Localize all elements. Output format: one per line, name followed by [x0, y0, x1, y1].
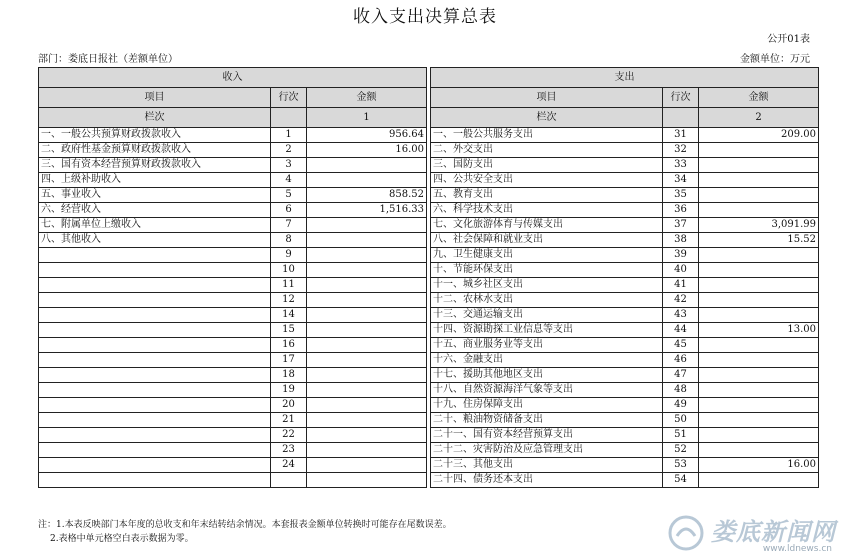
- income-amount: [307, 458, 427, 473]
- expense-line-no: 45: [663, 338, 699, 353]
- table-row: [39, 293, 819, 308]
- table-row: [39, 398, 819, 413]
- ldnews-logo-icon: [667, 514, 705, 552]
- expense-line-no: 32: [663, 143, 699, 158]
- income-line-no: 4: [271, 173, 307, 188]
- income-line-no: 24: [271, 458, 307, 473]
- income-amount: [307, 233, 427, 248]
- expense-item: 十七、援助其他地区支出: [431, 368, 663, 383]
- expense-amount: 13.00: [699, 323, 819, 338]
- site-watermark: [667, 510, 842, 554]
- table-row: [39, 278, 819, 293]
- income-amount: [307, 413, 427, 428]
- report-title: 收入支出决算总表: [353, 7, 497, 27]
- expense-line-no: 31: [663, 128, 699, 143]
- table-row: [39, 473, 819, 488]
- expense-amount: [699, 293, 819, 308]
- table-row: [39, 248, 819, 263]
- column-header-row: [39, 88, 819, 108]
- income-item: [39, 398, 271, 413]
- income-item: [39, 443, 271, 458]
- income-line-no: 14: [271, 308, 307, 323]
- income-col-label: 栏次: [39, 108, 271, 128]
- table-row: [39, 233, 819, 248]
- income-line-no: 7: [271, 218, 307, 233]
- watermark-text: 娄底新闻网: [711, 518, 836, 546]
- expense-amount: [699, 428, 819, 443]
- expense-col-label: 栏次: [431, 108, 663, 128]
- income-item: 二、政府性基金预算财政拨款收入: [39, 143, 271, 158]
- income-amount: [307, 383, 427, 398]
- income-line-no: 12: [271, 293, 307, 308]
- income-line-no: 8: [271, 233, 307, 248]
- form-number: 公开01表: [767, 34, 810, 45]
- income-item: [39, 278, 271, 293]
- income-amount: [307, 248, 427, 263]
- income-line-no: 1: [271, 128, 307, 143]
- expense-item: 十九、住房保障支出: [431, 398, 663, 413]
- expense-line-no: 53: [663, 458, 699, 473]
- income-item: [39, 413, 271, 428]
- income-line-no: 11: [271, 278, 307, 293]
- income-item: 一、一般公共预算财政拨款收入: [39, 128, 271, 143]
- income-line-no: 17: [271, 353, 307, 368]
- income-item: 七、附属单位上缴收入: [39, 218, 271, 233]
- expense-amount: [699, 443, 819, 458]
- expense-line-no: 49: [663, 398, 699, 413]
- expense-item: 十八、自然资源海洋气象等支出: [431, 383, 663, 398]
- income-item: 三、国有资本经营预算财政拨款收入: [39, 158, 271, 173]
- expense-amount: [699, 368, 819, 383]
- income-line-no: [271, 473, 307, 488]
- table-row: [39, 368, 819, 383]
- income-line-no: 3: [271, 158, 307, 173]
- expense-line-no: 33: [663, 158, 699, 173]
- income-amount: [307, 218, 427, 233]
- expense-line-no: 46: [663, 353, 699, 368]
- expense-line-no: 42: [663, 293, 699, 308]
- expense-amount: [699, 353, 819, 368]
- table-row: [39, 173, 819, 188]
- income-amount: [307, 353, 427, 368]
- income-amount: [307, 428, 427, 443]
- expense-item: 七、文化旅游体育与传媒支出: [431, 218, 663, 233]
- income-expense-table: [38, 67, 819, 488]
- table-row: [39, 188, 819, 203]
- income-item: [39, 308, 271, 323]
- expense-item: 十二、农林水支出: [431, 293, 663, 308]
- expense-line-no: 40: [663, 263, 699, 278]
- income-amount: [307, 173, 427, 188]
- footnote-2: 2.表格中单元格空白表示数据为零。: [50, 534, 194, 544]
- income-line-no: 9: [271, 248, 307, 263]
- expense-line-no: 44: [663, 323, 699, 338]
- income-amount: [307, 308, 427, 323]
- table-row: [39, 338, 819, 353]
- income-line-header: 行次: [271, 88, 307, 108]
- footnote-1: 注：1.本表反映部门本年度的总收支和年末结转结余情况。本套报表金额单位转换时可能存在尾数误差。: [38, 520, 452, 530]
- income-item: [39, 293, 271, 308]
- income-item: [39, 353, 271, 368]
- table-row: [39, 458, 819, 473]
- income-amount: [307, 398, 427, 413]
- expense-line-no: 35: [663, 188, 699, 203]
- expense-line-no: 36: [663, 203, 699, 218]
- income-item-header: 项目: [39, 88, 271, 108]
- expense-line-no: 51: [663, 428, 699, 443]
- expense-line-no: 41: [663, 278, 699, 293]
- income-amount: [307, 338, 427, 353]
- income-amount: [307, 263, 427, 278]
- footnotes: [38, 518, 452, 546]
- expense-amount: [699, 383, 819, 398]
- income-amount: [307, 368, 427, 383]
- expense-item: 二十、粮油物资储备支出: [431, 413, 663, 428]
- income-col-index: 1: [307, 108, 427, 128]
- income-line-no: 16: [271, 338, 307, 353]
- income-amount: 16.00: [307, 143, 427, 158]
- expense-amount: 3,091.99: [699, 218, 819, 233]
- table-row: [39, 413, 819, 428]
- table-row: [39, 443, 819, 458]
- expense-item: 二、外交支出: [431, 143, 663, 158]
- expense-item: 九、卫生健康支出: [431, 248, 663, 263]
- table-row: [39, 143, 819, 158]
- expense-amount-header: 金额: [699, 88, 819, 108]
- expense-item: 十五、商业服务业等支出: [431, 338, 663, 353]
- column-index-row: [39, 108, 819, 128]
- income-line-no: 15: [271, 323, 307, 338]
- expense-item: 十三、交通运输支出: [431, 308, 663, 323]
- income-line-no: 2: [271, 143, 307, 158]
- expense-col-index: 2: [699, 108, 819, 128]
- expense-item: 五、教育支出: [431, 188, 663, 203]
- income-item: [39, 458, 271, 473]
- expense-item: 四、公共安全支出: [431, 173, 663, 188]
- table-row: [39, 158, 819, 173]
- expense-amount: 15.52: [699, 233, 819, 248]
- watermark-url: www.ldnews.cn: [762, 544, 832, 554]
- table-row: [39, 428, 819, 443]
- income-line-no: 19: [271, 383, 307, 398]
- income-amount: 956.64: [307, 128, 427, 143]
- expense-amount: [699, 203, 819, 218]
- income-amount: [307, 158, 427, 173]
- expense-amount: [699, 308, 819, 323]
- expense-line-no: 47: [663, 368, 699, 383]
- table-row: [39, 323, 819, 338]
- income-amount: [307, 293, 427, 308]
- income-item: [39, 428, 271, 443]
- income-amount: [307, 278, 427, 293]
- income-amount: 858.52: [307, 188, 427, 203]
- table-row: [39, 218, 819, 233]
- expense-line-no: 50: [663, 413, 699, 428]
- expense-line-no: 48: [663, 383, 699, 398]
- table-row: [39, 308, 819, 323]
- expense-amount: [699, 188, 819, 203]
- expense-item-header: 项目: [431, 88, 663, 108]
- section-header-row: [39, 68, 819, 88]
- expense-item: 二十二、灾害防治及应急管理支出: [431, 443, 663, 458]
- expense-amount: [699, 398, 819, 413]
- expense-line-no: 37: [663, 218, 699, 233]
- income-line-no: 18: [271, 368, 307, 383]
- expense-amount: [699, 413, 819, 428]
- table-row: [39, 128, 819, 143]
- income-line-no: 20: [271, 398, 307, 413]
- income-amount: [307, 323, 427, 338]
- expense-item: 一、一般公共服务支出: [431, 128, 663, 143]
- expense-item: 八、社会保障和就业支出: [431, 233, 663, 248]
- income-item: 八、其他收入: [39, 233, 271, 248]
- amount-unit-label: 金额单位：万元: [740, 54, 810, 65]
- income-item: [39, 323, 271, 338]
- expense-item: 二十四、债务还本支出: [431, 473, 663, 488]
- expense-line-no: 38: [663, 233, 699, 248]
- expense-item: 三、国防支出: [431, 158, 663, 173]
- income-amount: [307, 473, 427, 488]
- income-line-no: 5: [271, 188, 307, 203]
- expense-item: 十四、资源勘探工业信息等支出: [431, 323, 663, 338]
- income-line-no: 21: [271, 413, 307, 428]
- expense-amount: [699, 278, 819, 293]
- table-row: [39, 263, 819, 278]
- expense-item: 二十三、其他支出: [431, 458, 663, 473]
- income-item: [39, 248, 271, 263]
- department-label: 部门：娄底日报社（差额单位）: [38, 54, 178, 65]
- expense-amount: [699, 173, 819, 188]
- income-item: [39, 473, 271, 488]
- income-item: [39, 338, 271, 353]
- income-line-no: 10: [271, 263, 307, 278]
- income-item: 六、经营收入: [39, 203, 271, 218]
- expense-amount: [699, 158, 819, 173]
- income-item: [39, 263, 271, 278]
- income-line-no: 23: [271, 443, 307, 458]
- income-line-no: 22: [271, 428, 307, 443]
- expense-line-no: 54: [663, 473, 699, 488]
- expense-line-header: 行次: [663, 88, 699, 108]
- expense-item: 十、节能环保支出: [431, 263, 663, 278]
- table-row: [39, 353, 819, 368]
- income-amount: [307, 443, 427, 458]
- expense-amount: [699, 263, 819, 278]
- income-item: [39, 383, 271, 398]
- expense-item: 六、科学技术支出: [431, 203, 663, 218]
- income-item: 四、上级补助收入: [39, 173, 271, 188]
- income-item: 五、事业收入: [39, 188, 271, 203]
- expense-line-no: 52: [663, 443, 699, 458]
- income-amount: 1,516.33: [307, 203, 427, 218]
- expense-amount: [699, 248, 819, 263]
- income-item: [39, 368, 271, 383]
- expense-line-no: 39: [663, 248, 699, 263]
- expense-line-no: 34: [663, 173, 699, 188]
- expense-amount: [699, 143, 819, 158]
- expense-amount: [699, 338, 819, 353]
- income-line-no: 6: [271, 203, 307, 218]
- income-section-header: 收入: [39, 68, 427, 88]
- table-row: [39, 203, 819, 218]
- expense-line-no: 43: [663, 308, 699, 323]
- expense-amount: [699, 473, 819, 488]
- expense-item: 十六、金融支出: [431, 353, 663, 368]
- income-amount-header: 金额: [307, 88, 427, 108]
- expense-amount: 16.00: [699, 458, 819, 473]
- expense-section-header: 支出: [431, 68, 819, 88]
- expense-amount: 209.00: [699, 128, 819, 143]
- expense-item: 十一、城乡社区支出: [431, 278, 663, 293]
- expense-item: 二十一、国有资本经营预算支出: [431, 428, 663, 443]
- table-row: [39, 383, 819, 398]
